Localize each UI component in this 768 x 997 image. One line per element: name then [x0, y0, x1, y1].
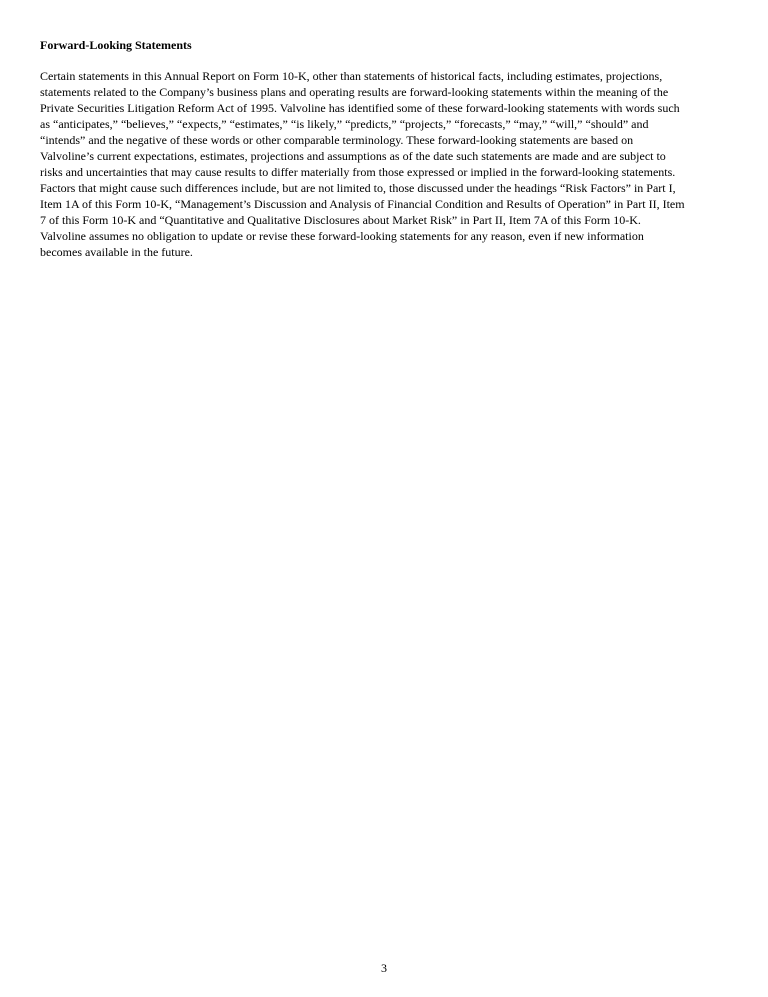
paragraph-line: “intends” and the negative of these words or other comparable terminology. These forward-looking statements are based on: [40, 133, 634, 147]
paragraph-line: risks and uncertainties that may cause results to differ materially from those expressed or implied in the forward-looking statements.: [40, 165, 676, 179]
paragraph-line: as “anticipates,” “believes,” “expects,” “estimates,” “is likely,” “predicts,” “projects,” “forecasts,” “may,” “will,” “should” and: [40, 117, 649, 131]
paragraph-line: Factors that might cause such differences include, but are not limited to, those discussed under the headings “Risk Factors” in Part I,: [40, 181, 676, 195]
paragraph-line: Private Securities Litigation Reform Act of 1995. Valvoline has identified some of these forward-looking statements with words such: [40, 101, 680, 115]
paragraph-line: Valvoline’s current expectations, estimates, projections and assumptions as of the date such statements are made and are subject to: [40, 149, 666, 163]
page-number: 3: [381, 961, 387, 975]
paragraph-line: Certain statements in this Annual Report on Form 10-K, other than statements of historical facts, including estimates, projections,: [40, 69, 663, 83]
paragraph-line: 7 of this Form 10-K and “Quantitative and Qualitative Disclosures about Market Risk” in Part II, Item 7A of this Form 10-K.: [40, 213, 641, 227]
paragraph-line: Item 1A of this Form 10-K, “Management’s Discussion and Analysis of Financial Condition and Results of Operation” in Part II, Item: [40, 197, 685, 211]
section-heading: Forward-Looking Statements: [40, 38, 192, 52]
paragraph-line: becomes available in the future.: [40, 245, 193, 259]
forward-looking-paragraph: [40, 68, 730, 260]
paragraph-line: statements related to the Company’s business plans and operating results are forward-looking statements within the meaning of the: [40, 85, 669, 99]
paragraph-line: Valvoline assumes no obligation to update or revise these forward-looking statements for any reason, even if new information: [40, 229, 644, 243]
